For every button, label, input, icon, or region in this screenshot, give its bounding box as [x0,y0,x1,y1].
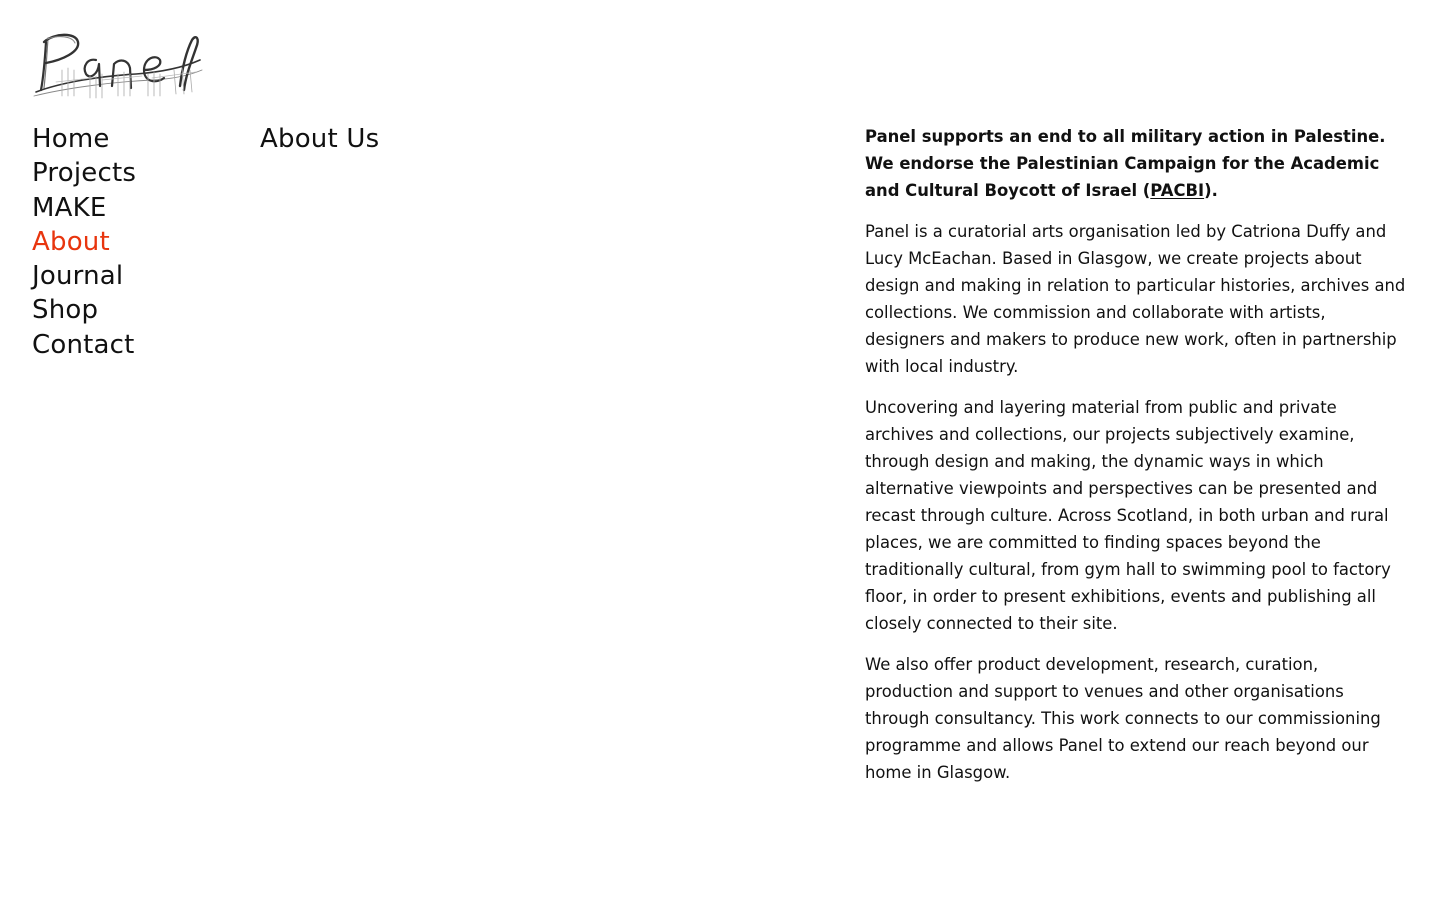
nav-item-about[interactable]: About [32,226,110,257]
nav-item-projects[interactable]: Projects [32,158,137,189]
nav-item-journal[interactable]: Journal [32,261,124,292]
about-content [865,123,1410,800]
nav-item-contact[interactable]: Contact [32,329,135,360]
nav-item-shop[interactable]: Shop [32,295,99,326]
palestine-statement [865,123,1410,204]
page-title: About Us [260,124,380,154]
statement-text-end: ). [1204,181,1218,200]
about-paragraph: Uncovering and layering material from public and private archives and collections, our projects subjectively examine, through design and making, the dynamic ways in which alternative viewpoints and perspectives can be presented and recast through culture. Across Scotland, in both urban and rural places, we are committed to finding spaces beyond the traditionally cultural, from gym hall to swimming pool to factory floor, in order to present exhibitions, events and publishing all closely connected to their site. [865,398,1391,633]
about-paragraph: Panel is a curatorial arts organisation led by Catriona Duffy and Lucy McEachan. Based in Glasgow, we create projects about design and making in relation to particular histories, archives and collections. We commission and collaborate with artists, designers and makers to produce new work, often in partnership with local industry. [865,222,1406,376]
nav-item-home[interactable]: Home [32,124,110,154]
panel-logo[interactable] [32,30,204,102]
pacbi-link[interactable]: PACBI [1150,181,1205,200]
nav-item-make[interactable]: MAKE [32,192,107,223]
handwritten-logo-icon [32,30,204,102]
about-paragraph: We also offer product development, research, curation, production and support to venues and other organisations through consultancy. This work connects to our commissioning programme and allows Panel to extend our reach beyond our home in Glasgow. [865,655,1381,782]
statement-text: Panel supports an end to all military action in Palestine. We endorse the Palestinian Campaign for the Academic and Cultural Boycott of Israel ( [865,127,1386,200]
main-nav [32,122,136,362]
